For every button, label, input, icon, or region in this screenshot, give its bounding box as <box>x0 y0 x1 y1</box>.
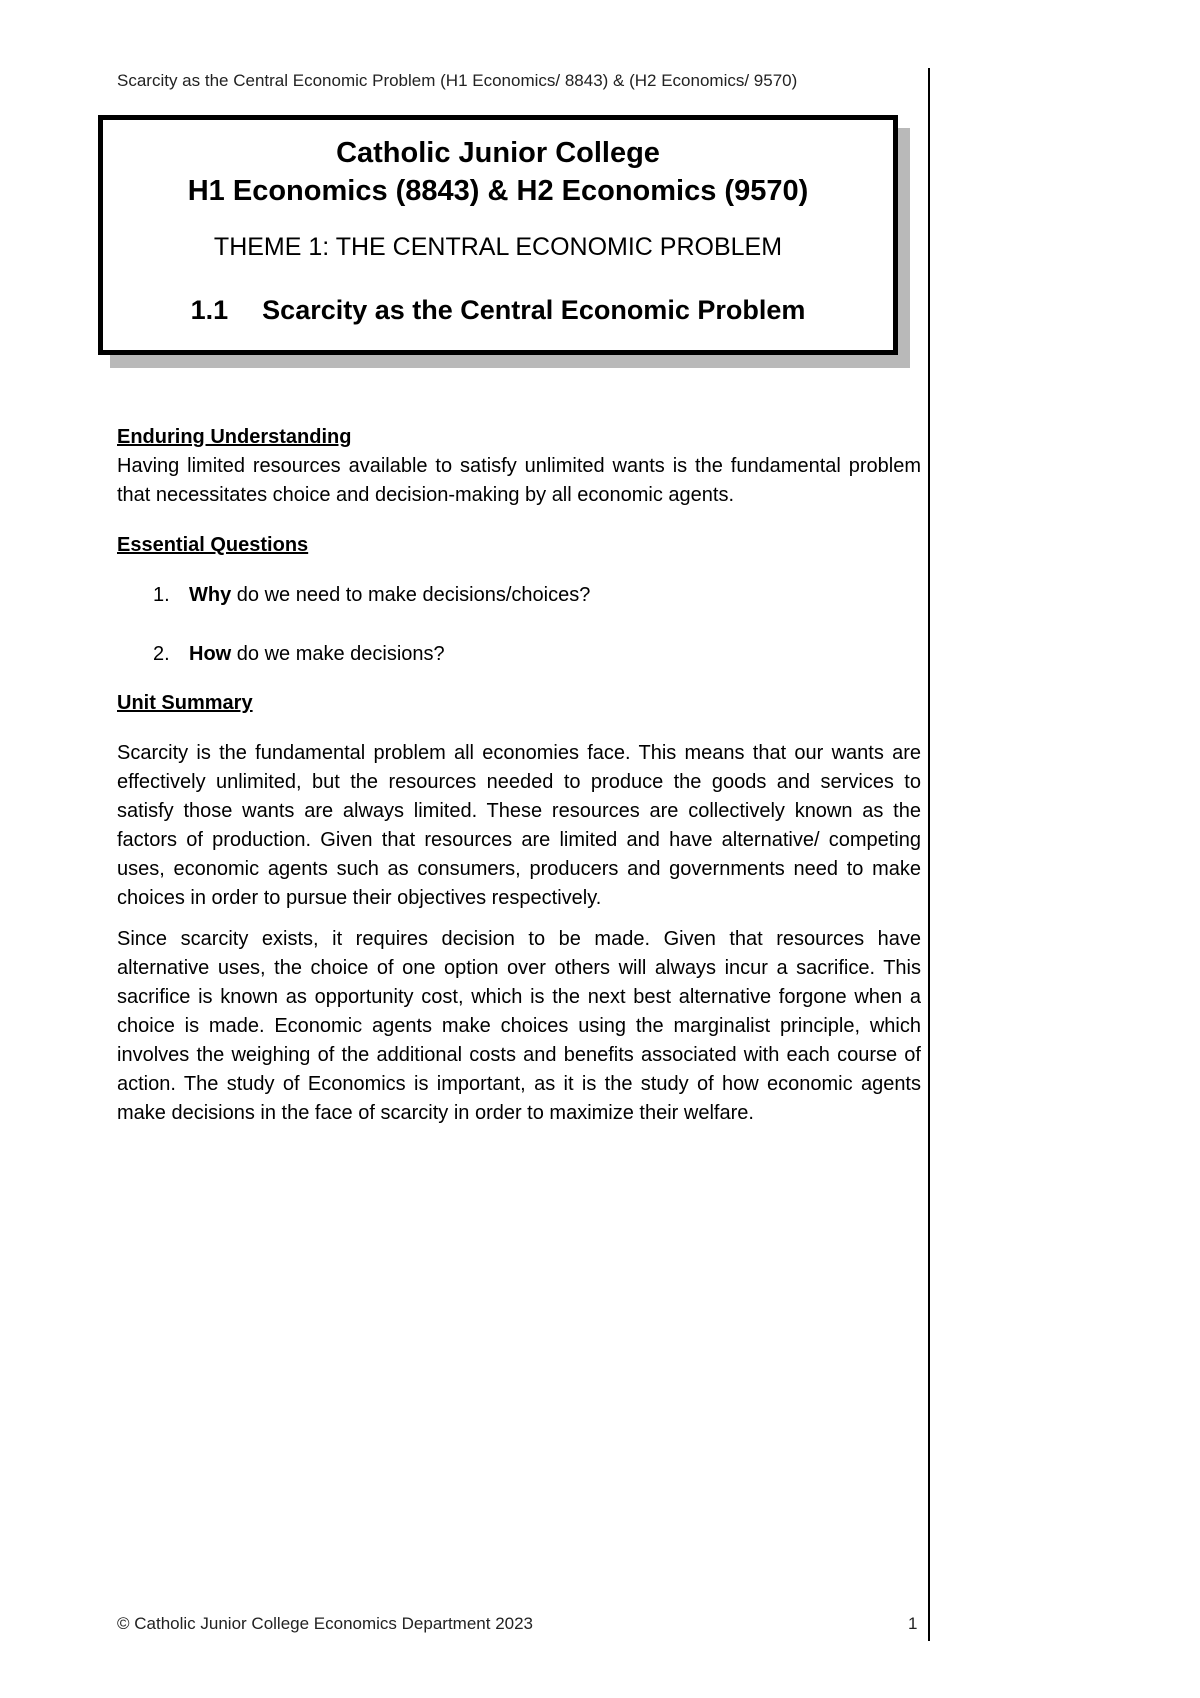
unit-title-line <box>103 294 893 326</box>
question-number: 2. <box>153 643 170 665</box>
unit-summary-paragraph: Since scarcity exists, it requires decision to be made. Given that resources have alternative uses, the choice of one option over others will always incur a sacrifice. This sacrifice is known as opportunity cost, which is the next best alternative forgone when a choice is made. Economic agents make choices using the marginalist principle, which involves the weighing of the additional costs and benefits associated with each course of action. The study of Economics is important, as it is the study of how economic agents make decisions in the face of scarcity in order to maximize their welfare. <box>117 928 921 1124</box>
main-content <box>117 423 921 1128</box>
unit-title: Scarcity as the Central Economic Problem <box>262 295 806 325</box>
enduring-understanding-text: Having limited resources available to satisfy unlimited wants is the fundamental problem that necessitates choice and decision-making by all economic agents. <box>117 455 921 506</box>
list-item <box>117 581 921 610</box>
theme-title: THEME 1: THE CENTRAL ECONOMIC PROBLEM <box>213 233 783 261</box>
question-text: do we need to make decisions/choices? <box>231 584 591 606</box>
list-item <box>117 640 921 669</box>
enduring-understanding-heading: Enduring Understanding <box>117 426 352 448</box>
essential-questions-list <box>117 581 921 669</box>
unit-summary-paragraph: Scarcity is the fundamental problem all economies face. This means that our wants are effectively unlimited, but the resources needed to produce the goods and services to satisfy those wants are always limited. These resources are collectively known as the factors of production. Given that resources are limited and have alternative/ competing uses, economic agents such as consumers, producers and governments need to make choices in order to pursue their objectives respectively. <box>117 742 921 909</box>
essential-questions-heading: Essential Questions <box>117 534 309 556</box>
college-name: Catholic Junior College <box>336 137 660 169</box>
right-margin-rule <box>928 68 930 1641</box>
unit-number: 1.1 <box>190 295 229 325</box>
question-text: do we make decisions? <box>231 643 445 665</box>
unit-summary-heading: Unit Summary <box>117 692 253 714</box>
running-header: Scarcity as the Central Economic Problem (H1 Economics/ 8843) & (H2 Economics/ 9570) <box>117 71 798 90</box>
page-number: 1 <box>908 1614 918 1633</box>
footer-copyright: © Catholic Junior College Economics Department 2023 <box>117 1614 534 1633</box>
question-number: 1. <box>153 584 170 606</box>
question-lead: How <box>189 643 232 665</box>
subjects-title: H1 Economics (8843) & H2 Economics (9570) <box>187 175 809 207</box>
question-lead: Why <box>189 584 232 606</box>
title-box <box>98 115 898 355</box>
